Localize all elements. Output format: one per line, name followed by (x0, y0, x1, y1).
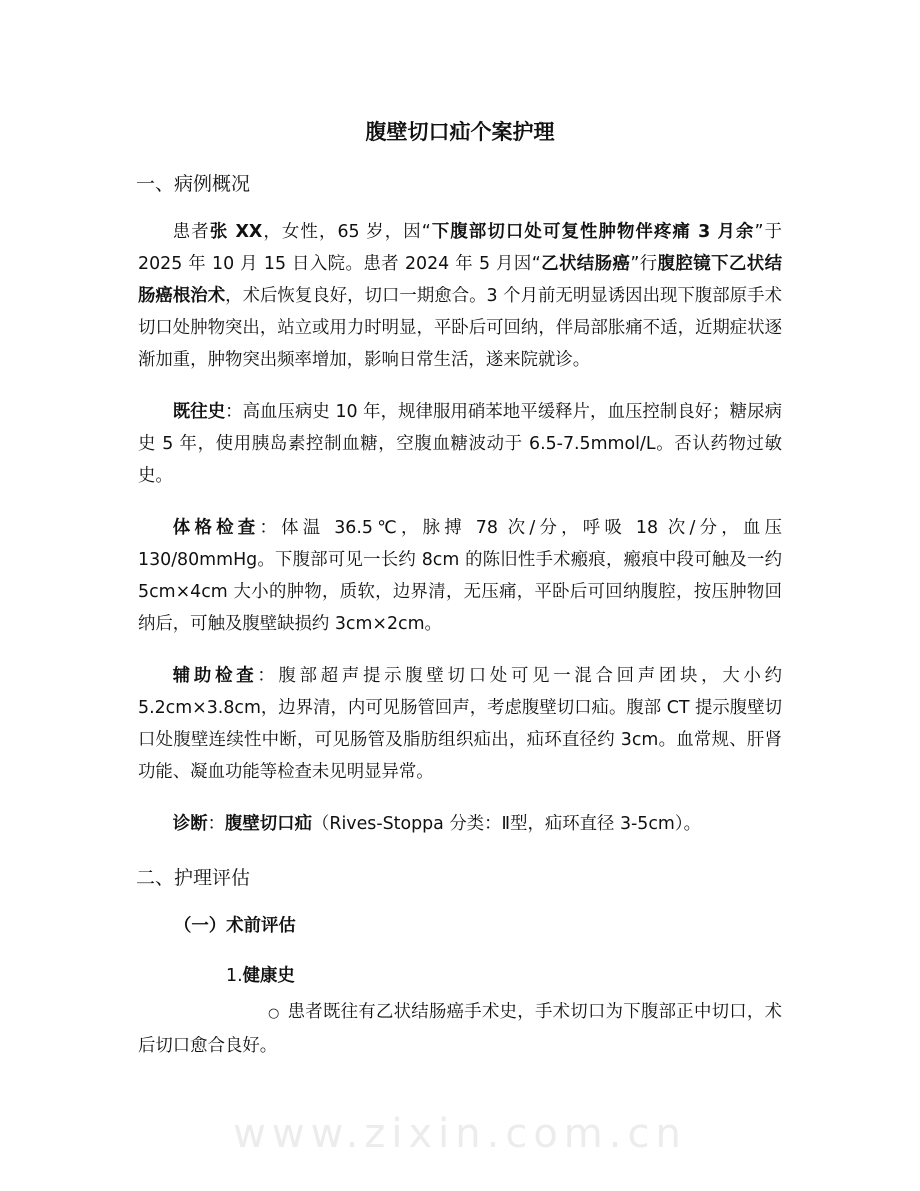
document-page (138, 112, 782, 1062)
bold-text: 下腹部切口处可复性肿物伴疼痛 3 月余 (430, 222, 755, 242)
subheading-preop-assessment: （一）术前评估 (174, 916, 296, 936)
bold-text: 体格检查 (172, 518, 260, 538)
text: ”行 (630, 254, 658, 274)
bullet-text: 患者既往有乙状结肠癌手术史，手术切口为下腹部正中切口，术后切口愈合良好。 (138, 1002, 782, 1056)
paragraph (138, 216, 782, 376)
text: （Rives-Stoppa 分类：Ⅱ型，疝环直径 3-5cm）。 (311, 814, 701, 834)
list-item-health-history (226, 960, 782, 992)
bold-text: 诊断 (172, 814, 208, 834)
text: 患者 (172, 222, 210, 242)
text: ，女性，65 岁，因“ (262, 222, 431, 242)
text: ： (207, 814, 225, 834)
text: ：高血压病史 10 年，规律服用硝苯地平缓释片，血压控制良好；糖尿病史 5 年，使用胰岛素控制血糖，空腹血糖波动于 6.5-7.5mmol/L。否认药物过敏史。 (138, 402, 782, 486)
paragraph (138, 396, 782, 492)
text: ”于 2025 年 10 月 15 日入院。患者 2024 年 5 月因“ (138, 222, 782, 274)
section-heading-case-overview: 一、病例概况 (136, 173, 251, 195)
bold-text: 既往史 (172, 402, 226, 422)
bold-text: 腹壁切口疝 (225, 814, 312, 834)
list-number: 1. (226, 966, 243, 986)
list-item-title: 健康史 (242, 966, 295, 986)
text: ：体温 36.5℃，脉搏 78 次/分，呼吸 18 次/分，血压 130/80mmHg。下腹部可见一长约 8cm 的陈旧性手术瘢痕，瘢痕中段可触及一约 5cm×4cm 大小的肿物，质软，边界清，无压痛，平卧后可回纳腹腔，按压肿物回纳后，可触及腹壁缺损约 3cm×2cm。 (138, 518, 782, 634)
bold-text: 乙状结肠癌 (540, 254, 631, 274)
paragraph (138, 512, 782, 640)
bold-text: 腹腔镜下乙状结肠癌根治术 (138, 254, 782, 306)
document-title: 腹壁切口疝个案护理 (365, 120, 555, 144)
bullet-circle-icon: ○ (268, 1006, 280, 1021)
section-heading-nursing-assessment: 二、护理评估 (136, 867, 251, 889)
bold-text: 张 XX (209, 222, 263, 242)
text: ，术后恢复良好，切口一期愈合。3 个月前无明显诱因出现下腹部原手术切口处肿物突出，站立或用力时明显，平卧后可回纳，伴局部胀痛不适，近期症状逐渐加重，肿物突出频率增加，影响日常生活，遂来院就诊。 (138, 286, 782, 370)
paragraph (138, 660, 782, 788)
text: ：腹部超声提示腹壁切口处可见一混合回声团块，大小约 5.2cm×3.8cm，边界清，内可见肠管回声，考虑腹壁切口疝。腹部 CT 提示腹壁切口处腹壁连续性中断，可见肠管及脂肪组织疝出，疝环直径约 3cm。血常规、肝肾功能、凝血功能等检查未见明显异常。 (138, 666, 782, 782)
case-overview-paragraphs (138, 216, 782, 840)
watermark: www.zixin.com.cn (233, 1111, 687, 1157)
bullet-item (138, 996, 782, 1062)
bold-text: 辅助检查 (172, 666, 258, 686)
paragraph (138, 808, 782, 840)
